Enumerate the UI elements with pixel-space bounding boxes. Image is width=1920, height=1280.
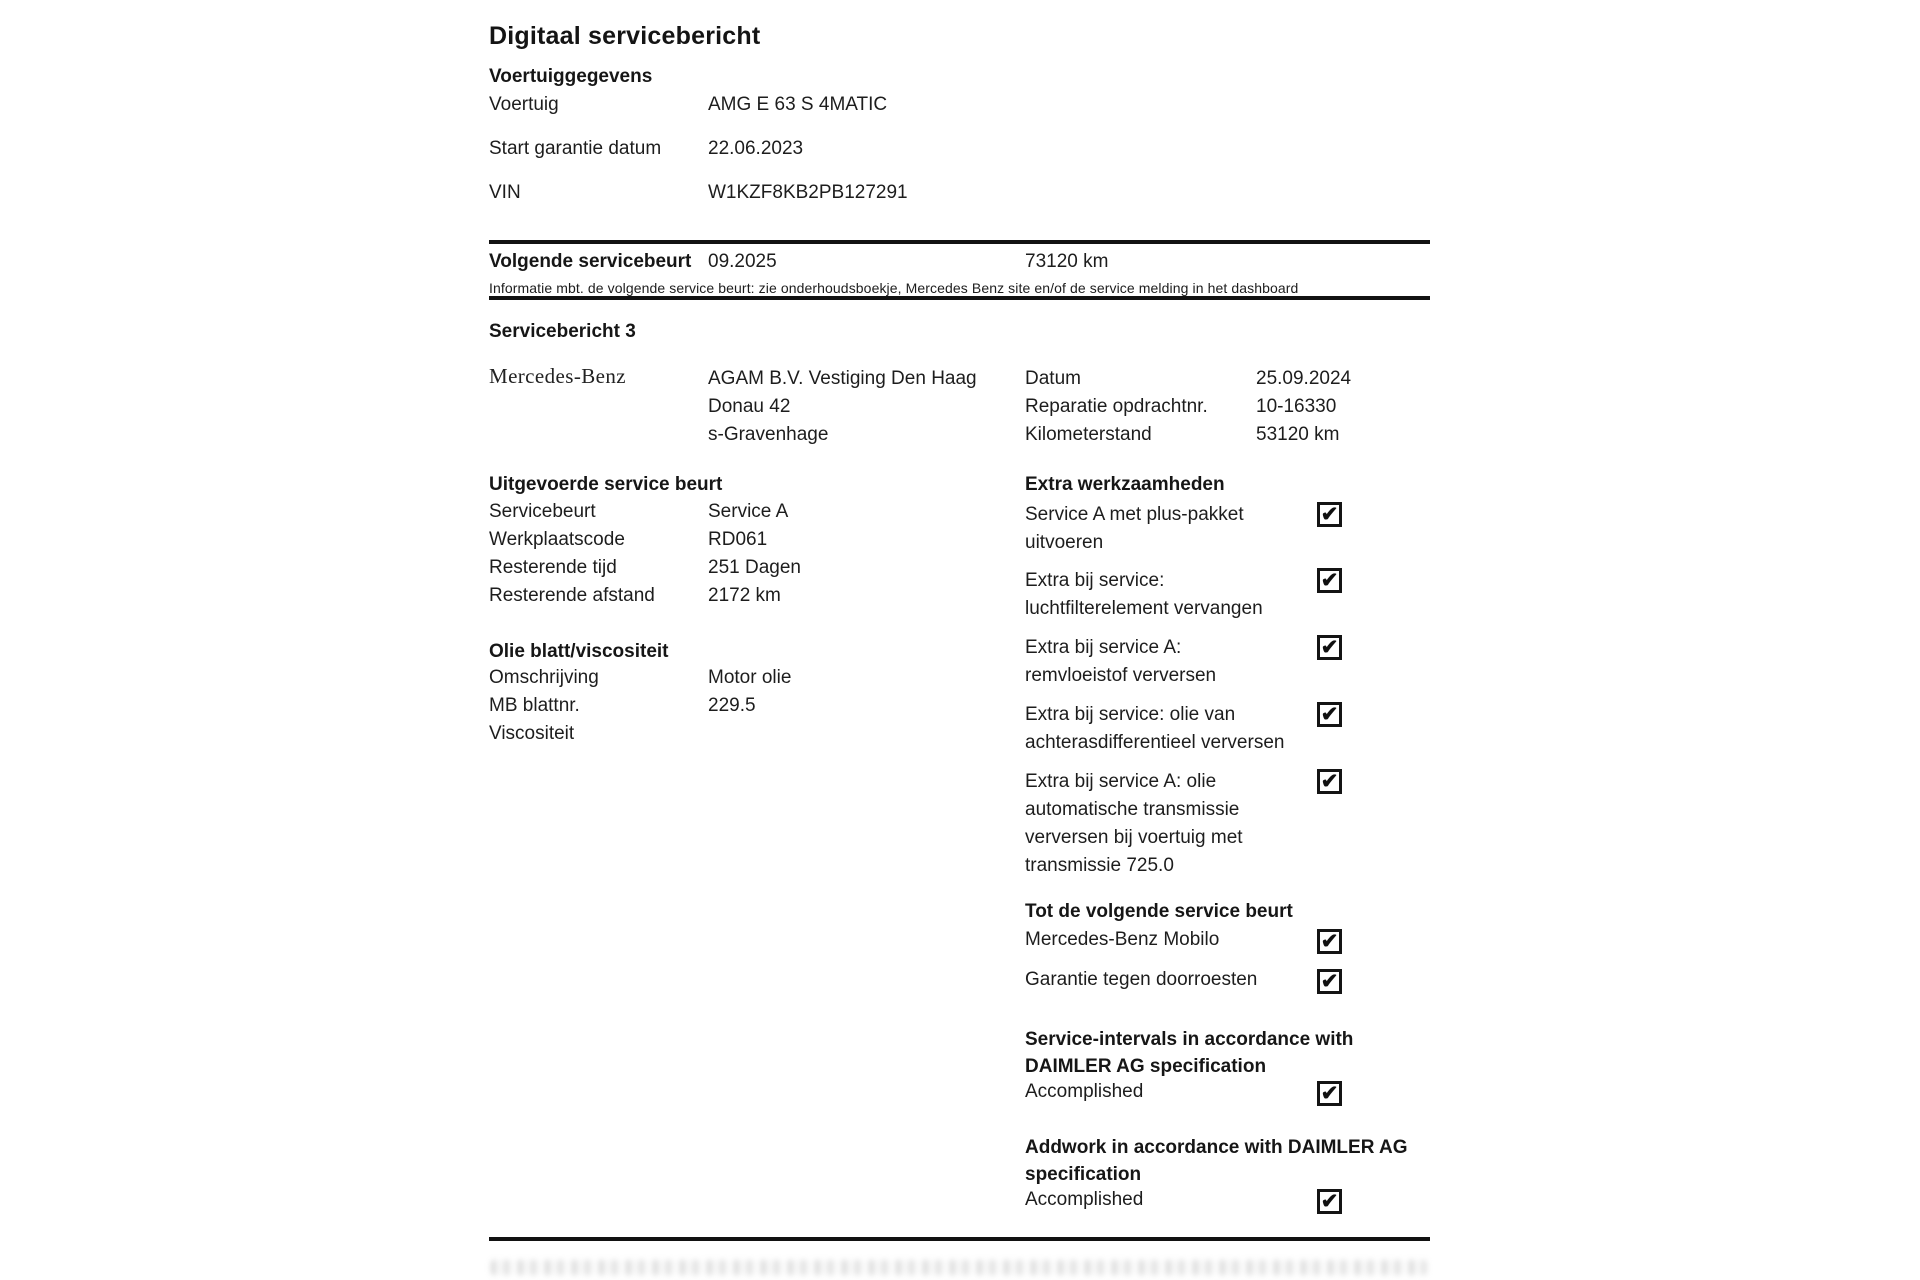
item-line: achterasdifferentieel verversen	[1025, 732, 1285, 753]
checkbox-checked	[1317, 769, 1342, 794]
compliance-heading	[1025, 1026, 1353, 1080]
meta-label: Datum	[1025, 368, 1081, 389]
row-value: W1KZF8KB2PB127291	[708, 182, 908, 203]
row-label: Voertuig	[489, 94, 559, 115]
report-meta-values	[1256, 365, 1351, 449]
item-line: transmissie 725.0	[1025, 855, 1174, 876]
compliance-status: Accomplished	[1025, 1189, 1144, 1210]
row-label: Resterende afstand	[489, 585, 655, 606]
document-content	[489, 0, 1434, 1280]
page-title: Digitaal servicebericht	[489, 22, 761, 50]
dealer-address	[708, 365, 977, 449]
until-next-item: Mercedes-Benz Mobilo	[1025, 929, 1220, 950]
extra-work-item	[1025, 768, 1243, 880]
divider-line	[489, 240, 1430, 244]
row-value: 251 Dagen	[708, 557, 801, 578]
checkmark-icon: ✔	[1320, 636, 1339, 659]
checkmark-icon: ✔	[1320, 770, 1339, 793]
row-value: Service A	[708, 501, 789, 522]
item-line: uitvoeren	[1025, 532, 1104, 553]
row-value: RD061	[708, 529, 768, 550]
heading-line: Service-intervals in accordance with	[1025, 1029, 1354, 1050]
item-line: automatische transmissie	[1025, 799, 1240, 820]
row-value: Motor olie	[708, 667, 792, 688]
checkbox-checked	[1317, 1081, 1342, 1106]
checkmark-icon: ✔	[1320, 503, 1339, 526]
until-next-heading: Tot de volgende service beurt	[1025, 901, 1293, 922]
checkbox-checked	[1317, 969, 1342, 994]
oil-section-heading: Olie blatt/viscositeit	[489, 641, 669, 662]
row-value: 2172 km	[708, 585, 781, 606]
extra-work-item	[1025, 567, 1263, 623]
row-value: 22.06.2023	[708, 138, 804, 159]
report-meta-labels	[1025, 365, 1208, 449]
oil-row	[489, 667, 1019, 689]
item-line: remvloeistof verversen	[1025, 665, 1217, 686]
row-label: Start garantie datum	[489, 138, 662, 159]
next-service-info: Informatie mbt. de volgende service beurt: zie onderhoudsboekje, Mercedes Benz site en/of de service melding in het dashboard	[489, 280, 1299, 296]
heading-line: specification	[1025, 1164, 1142, 1185]
heading-line: Addwork in accordance with DAIMLER AG	[1025, 1137, 1408, 1158]
performed-service-heading: Uitgevoerde service beurt	[489, 474, 723, 495]
row-label: Servicebeurt	[489, 501, 596, 522]
item-line: verversen bij voertuig met	[1025, 827, 1243, 848]
checkbox-checked	[1317, 929, 1342, 954]
checkmark-icon: ✔	[1320, 703, 1339, 726]
until-next-item: Garantie tegen doorroesten	[1025, 969, 1258, 990]
performed-row	[489, 557, 1019, 579]
next-service-label: Volgende servicebeurt	[489, 251, 692, 272]
row-value: AMG E 63 S 4MATIC	[708, 94, 888, 115]
oil-row	[489, 723, 1019, 745]
checkmark-icon: ✔	[1320, 1190, 1339, 1213]
oil-row	[489, 695, 1019, 717]
checkbox-checked	[1317, 1189, 1342, 1214]
checkmark-icon: ✔	[1320, 970, 1339, 993]
extra-work-heading: Extra werkzaamheden	[1025, 474, 1225, 495]
row-value: 229.5	[708, 695, 756, 716]
checkbox-checked	[1317, 635, 1342, 660]
vehicle-row	[489, 182, 1430, 204]
dealer-line: s-Gravenhage	[708, 424, 829, 445]
item-line: Extra bij service: olie van	[1025, 704, 1236, 725]
checkbox-checked	[1317, 568, 1342, 593]
vehicle-row	[489, 138, 1430, 160]
performed-row	[489, 501, 1019, 523]
checkbox-checked	[1317, 502, 1342, 527]
row-label: MB blattnr.	[489, 695, 580, 716]
next-service-row	[489, 251, 1430, 273]
extra-work-item	[1025, 701, 1284, 757]
item-line: Service A met plus-pakket	[1025, 504, 1244, 525]
item-line: luchtfilterelement vervangen	[1025, 598, 1263, 619]
compliance-heading	[1025, 1134, 1408, 1188]
brand-wordmark: Mercedes-Benz	[489, 364, 626, 388]
row-label: Omschrijving	[489, 667, 599, 688]
extra-work-item	[1025, 634, 1216, 690]
performed-row	[489, 529, 1019, 551]
meta-value: 10-16330	[1256, 396, 1337, 417]
divider-line	[489, 296, 1430, 300]
performed-row	[489, 585, 1019, 607]
row-label: Resterende tijd	[489, 557, 617, 578]
heading-line: DAIMLER AG specification	[1025, 1056, 1267, 1077]
compliance-status: Accomplished	[1025, 1081, 1144, 1102]
report-heading: Servicebericht 3	[489, 321, 636, 342]
row-label: VIN	[489, 182, 521, 203]
meta-label: Kilometerstand	[1025, 424, 1152, 445]
next-service-distance: 73120 km	[1025, 251, 1109, 272]
next-service-date: 09.2025	[708, 251, 777, 272]
vehicle-section-heading: Voertuiggegevens	[489, 66, 653, 87]
meta-value: 25.09.2024	[1256, 368, 1352, 389]
checkmark-icon: ✔	[1320, 930, 1339, 953]
meta-value: 53120 km	[1256, 424, 1340, 445]
divider-line	[489, 1237, 1430, 1241]
row-label: Werkplaatscode	[489, 529, 625, 550]
checkmark-icon: ✔	[1320, 1082, 1339, 1105]
row-label: Viscositeit	[489, 723, 575, 744]
item-line: Extra bij service A: olie	[1025, 771, 1217, 792]
item-line: Extra bij service A:	[1025, 637, 1182, 658]
meta-label: Reparatie opdrachtnr.	[1025, 396, 1208, 417]
checkbox-checked	[1317, 702, 1342, 727]
dealer-line: Donau 42	[708, 396, 791, 417]
vehicle-row	[489, 94, 1430, 116]
cut-off-text-blur	[491, 1260, 1427, 1275]
checkmark-icon: ✔	[1320, 569, 1339, 592]
dealer-line: AGAM B.V. Vestiging Den Haag	[708, 368, 977, 389]
extra-work-item	[1025, 501, 1244, 557]
item-line: Extra bij service:	[1025, 570, 1165, 591]
